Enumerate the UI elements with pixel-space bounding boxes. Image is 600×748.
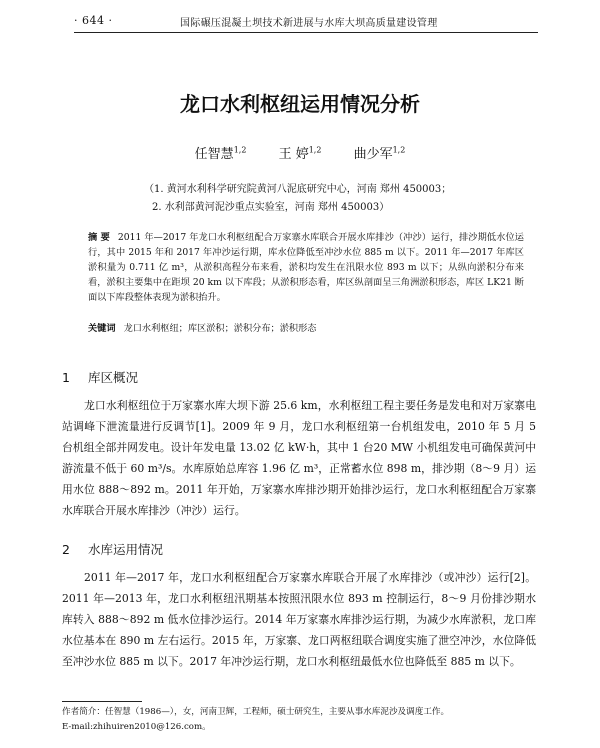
article-title: 龙口水利枢纽运用情况分析 xyxy=(180,92,420,116)
author-3 xyxy=(354,147,406,162)
author-footnote xyxy=(62,705,542,735)
running-header-title: 国际碾压混凝土坝技术新进展与水库大坝高质量建设管理 xyxy=(180,18,438,29)
abstract xyxy=(88,230,524,305)
author-name: 王 婷 xyxy=(278,147,309,162)
author-affil-sup: 1,2 xyxy=(308,145,322,155)
section-1-heading xyxy=(62,368,138,386)
keywords-text: 龙口水利枢纽；库区淤积；淤积分布；淤积形态 xyxy=(123,323,317,334)
header-rule xyxy=(74,32,538,33)
section-1-paragraph: 龙口水利枢纽位于万家寨水库大坝下游 25.6 km，水利枢纽工程主要任务是发电和对万家寨电站调峰下泄流量进行反调节[1]。2009 年 9 月，龙口水利枢纽第一台机组发电，2010 年 5 月 5 台机组全部并网发电。设计年发电量 13.02 亿 kW·h，其中 1 台20 MW 小机组发电可确保黄河中游流量不低于 60 m³/s。水库原始总库容 1.96 亿 m³，正常蓄水位 898 m，排沙期（8～9 月）运用水位 888～892 m。2011 年开始，万家寨水库排沙期开始排沙运行，龙口水利枢纽配合万家寨水库联合开展水库排沙（冲沙）运行。 xyxy=(62,399,536,517)
affiliation-2: 2. 水利部黄河泥沙重点实验室，河南 郑州 450003） xyxy=(152,202,390,213)
footnote-bio: 作者简介：任智慧（1986—），女，河南卫辉，工程师，硕士研究生，主要从事水库泥沙及调度工作。 xyxy=(62,707,450,717)
section-title: 水库运用情况 xyxy=(88,542,164,557)
footnote-email: E-mail:zhihuiren2010@126.com。 xyxy=(62,722,211,732)
keywords xyxy=(88,320,524,334)
footnote-rule xyxy=(62,701,142,702)
author-name: 任智慧 xyxy=(194,147,234,162)
author-1 xyxy=(195,147,247,162)
author-name: 曲少军 xyxy=(353,147,393,162)
section-title: 库区概况 xyxy=(88,370,139,385)
section-2-heading xyxy=(62,540,163,558)
affiliation-1: （1. 黄河水利科学研究院黄河八泥底研究中心，河南 郑州 450003； xyxy=(144,184,452,195)
abstract-label: 摘 要 xyxy=(88,232,110,243)
author-affil-sup: 1,2 xyxy=(233,145,247,155)
section-number: 1 xyxy=(62,370,70,385)
section-number: 2 xyxy=(62,542,70,557)
author-2 xyxy=(279,147,322,162)
abstract-text: 2011 年—2017 年龙口水利枢纽配合万家寨水库联合开展水库排沙（冲沙）运行，排沙期低水位运行，其中 2015 年和 2017 年冲沙运行期，库水位降低至冲沙水位 885 m 以下。2011 年—2017 年库区淤积量为 0.711 亿 m³，从淤积高程分布来看，淤积均发生在汛限水位 893 m 以下；从纵向淤积分布来看，淤积主要集中在距坝 20 km 以下库段；从淤积形态看，库区纵剖面呈三角洲淤积形态，库区 LK21 断面以下库段整体表现为淤积抬升。 xyxy=(88,232,524,303)
keywords-label: 关键词 xyxy=(88,323,116,334)
author-list xyxy=(0,143,600,162)
section-2-paragraph: 2011 年—2017 年，龙口水利枢纽配合万家寨水库联合开展了水库排沙（或冲沙）运行[2]。2011 年—2013 年，龙口水利枢纽汛期基本按照汛限水位 893 m 控制运行，8～9 月份排沙期水库转入 888～892 m 低水位排沙运行。2014 年万家寨水库排沙运行期，为减少水库淤积，龙口库水位基本在 890 m 左右运行。2015 年，万家寨、龙口两枢纽联合调度实施了泄空冲沙，水位降低至冲沙水位 885 m 以下。2017 年冲沙运行期，龙口水利枢纽最低水位也降低至 885 m 以下。 xyxy=(62,571,536,668)
page-number: · 644 · xyxy=(74,14,113,27)
author-affil-sup: 1,2 xyxy=(392,145,406,155)
